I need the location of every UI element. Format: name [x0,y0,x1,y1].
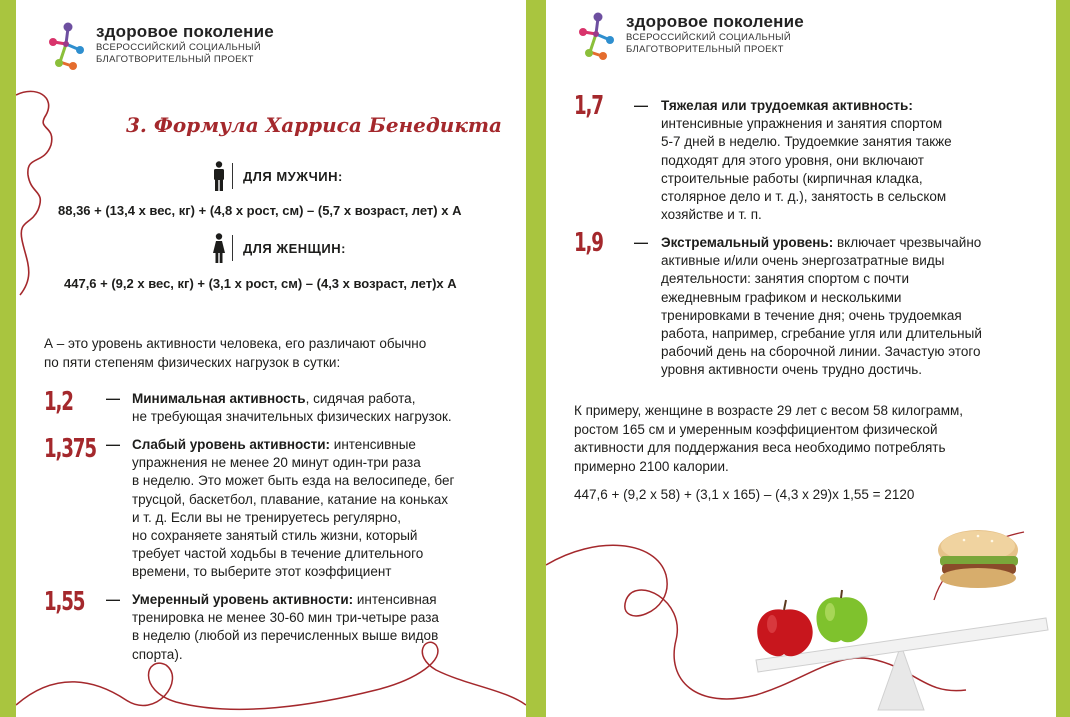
coef-1-7: 1,7 [574,91,603,121]
intro-line: А – это уровень активности человека, его различают обычно [44,336,427,351]
dash: — [634,97,648,113]
logo-subtitle-line1: ВСЕРОССИЙСКИЙ СОЦИАЛЬНЫЙ [626,32,792,43]
right-page [546,0,1056,717]
level-text: времени, то выберите этот коэффициент [132,564,392,580]
level-text: деятельности: занятия спортом с почти [661,271,910,287]
women-row [212,233,346,263]
level-text: ежедневным графиком и несколькими [661,289,902,305]
level-text: не требующая значительных физических нагрузок. [132,409,452,425]
logo-title: здоровое поколение [626,12,804,31]
level-desc-1-2 [132,390,452,426]
logo-subtitle-line2: БЛАГОТВОРИТЕЛЬНЫЙ ПРОЕКТ [626,44,784,55]
level-text: столярное дело и т. д.), занятость в сельском [661,189,947,205]
level-text: требует частой ходьбы в течение длительного [132,546,424,562]
level-name: Тяжелая или трудоемкая активность: [661,98,913,113]
level-text: упражнения не менее 20 минут один-три раза [132,455,421,471]
level-text: строительные работы (кирпичная кладка, [661,170,923,186]
women-separator [232,235,233,261]
level-text: тренировка не менее 30-60 мин три-четыре раза [132,610,439,626]
level-text: в неделю. Это может быть езда на велосипеде, бег [132,473,455,489]
logo-molecule-icon [576,10,616,62]
level-name: Экстремальный уровень: [661,235,834,250]
level-text: но сохраняете занятый стиль жизни, который [132,528,418,544]
man-icon [212,161,226,191]
level-text: интенсивные [330,437,416,452]
coef-1-9: 1,9 [574,228,603,258]
example-line: ростом 165 см и умеренным коэффициентом физической [574,421,938,437]
logo-title: здоровое поколение [96,22,274,41]
scale-stand-icon [878,645,924,710]
level-desc-1-375 [132,436,454,582]
level-text: включает чрезвычайно [833,235,982,250]
example-line: К примеру, женщине в возрасте 29 лет с весом 58 килограмм, [574,403,964,418]
logo [46,20,274,72]
green-apple-icon [816,590,867,642]
level-text: уровня активности очень трудно достичь. [661,362,923,378]
level-text: спорта). [132,646,183,662]
burger-icon [938,530,1018,588]
dash: — [106,436,120,452]
level-text: хозяйстве и т. п. [661,207,762,223]
formula-title: 3. Формула Харриса Бенедикта [126,113,502,137]
logo-subtitle-line2: БЛАГОТВОРИТЕЛЬНЫЙ ПРОЕКТ [96,54,254,65]
men-label: ДЛЯ МУЖЧИН: [243,168,343,184]
women-formula: 447,6 + (9,2 х вес, кг) + (3,1 х рост, см) – (4,3 х возраст, лет)х А [64,276,457,291]
level-name: Слабый уровень активности: [132,437,331,452]
logo-molecule-icon [46,20,86,72]
scale-beam-icon [756,618,1048,672]
level-text: и т. д. Если вы не тренируетесь регулярно, [132,509,402,525]
red-apple-icon [757,600,812,656]
level-text: подходят для этого уровня, они включают [661,152,924,168]
coef-1-55: 1,55 [44,587,85,617]
example-line: активности для поддержания веса необходимо потреблять [574,440,946,455]
intro-paragraph [44,335,426,372]
example-formula: 447,6 + (9,2 х 58) + (3,1 х 165) – (4,3 х 29)х 1,55 = 2120 [574,487,915,502]
left-page [16,0,526,717]
level-text: интенсивная [353,592,437,607]
logo [576,10,804,62]
men-row [212,161,343,191]
decorative-curl-icon [546,520,1056,717]
level-text: трусцой, баскетбол, плавание, катание на коньках [132,491,448,507]
level-name: Минимальная активность [132,391,306,406]
decorative-squiggle-icon [16,85,136,305]
level-desc-1-55 [132,591,439,664]
logo-subtitle-line1: ВСЕРОССИЙСКИЙ СОЦИАЛЬНЫЙ [96,42,262,53]
level-text: в неделю (любой из перечисленных выше видов [132,628,439,644]
example-line: примерно 2100 калории. [574,458,729,474]
woman-icon [212,233,226,263]
level-text: активные и/или очень энергозатратные виды [661,253,945,269]
level-name: Умеренный уровень активности: [132,592,354,607]
example-paragraph [574,402,963,476]
coef-1-2: 1,2 [44,387,73,417]
dash: — [634,234,648,250]
level-text: 5-7 дней в неделю. Трудоемкие занятия также [661,134,952,150]
dash: — [106,390,120,406]
level-text: рабочий день на сборочной линии. Зачастую этого [661,344,981,360]
intro-line: по пяти степеням физических нагрузок в сутки: [44,354,341,370]
balance-scale-illustration [746,520,1056,717]
level-text: интенсивные упражнения и занятия спортом [661,116,943,132]
level-text: , сидячая работа, [305,391,416,406]
level-desc-1-7 [661,97,952,224]
men-formula: 88,36 + (13,4 х вес, кг) + (4,8 х рост, см) – (5,7 х возраст, лет) х А [58,203,462,218]
women-label: ДЛЯ ЖЕНЩИН: [243,240,346,256]
coef-1-375: 1,375 [44,434,96,464]
level-text: тренировками в течение дня; очень трудоемкая [661,307,962,323]
level-text: работа, например, сгребание угля или длительный [661,326,982,342]
level-desc-1-9 [661,234,982,380]
dash: — [106,591,120,607]
men-separator [232,163,233,189]
